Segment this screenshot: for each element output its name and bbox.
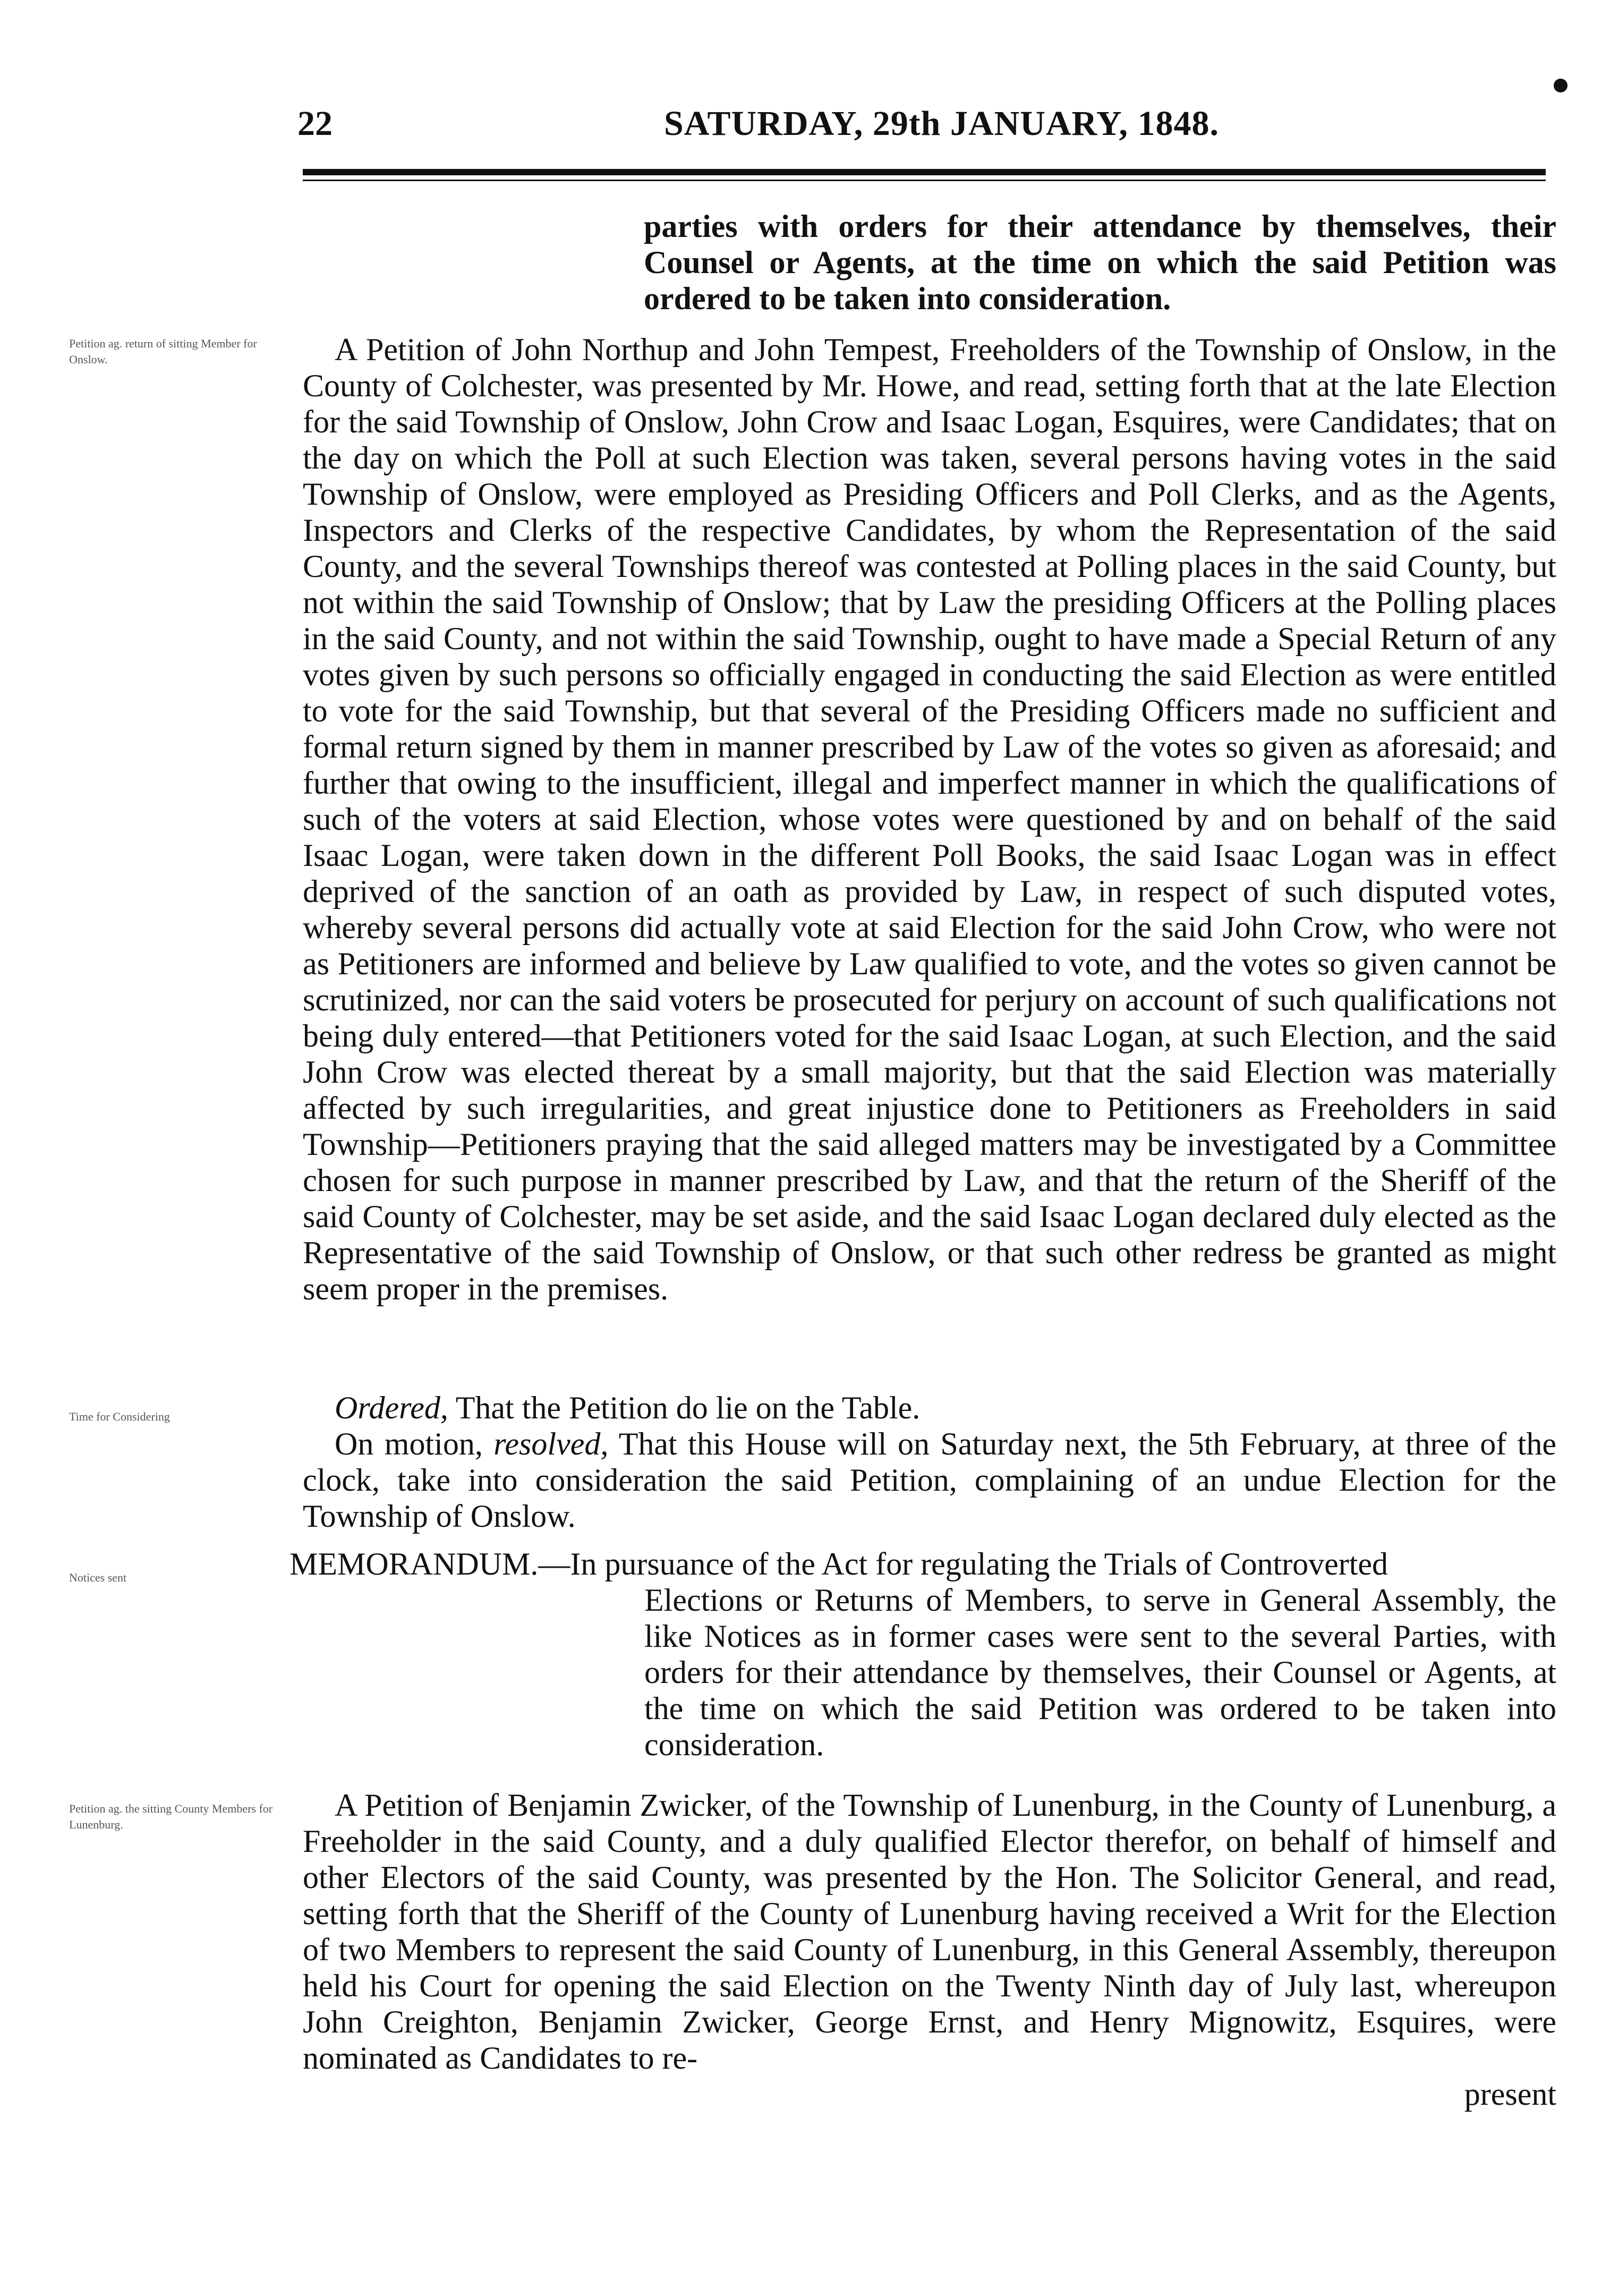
header-rule-thick [303,169,1546,175]
petition-onslow-paragraph: A Petition of John Northup and John Tempest, Freeholders of the Township of Onslow, in the County of Colchester, was presented by Mr. Howe, and read, setting forth that at the late Election for the said Township of Onslow, John Crow and Isaac Logan, Esquires, were Candidates; that on the day on which the Poll at such Election was taken, several persons having votes in the said Township of Onslow, were employed as Presiding Officers and Poll Clerks, and as the Agents, Inspectors and Clerks of the respective Candidates, by whom the Representation of the said County, and the several Townships thereof was contested at Polling places in the said County, but not within the said Township of Onslow; that by Law the presiding Officers at the Polling places in the said County, and not within the said Township, ought to have made a Special Return of any votes given by such persons so officially engaged in conducting the said Election as were entitled to vote for the said Township, but that several of the Presiding Officers made no sufficient and formal return signed by them in manner prescribed by Law of the votes so given as aforesaid; and further that owing to the insufficient, illegal and imperfect manner in which the qualifications of such of the voters at said Election, whose votes were questioned by and on behalf of the said Isaac Logan, were taken down in the different Poll Books, the said Isaac Logan was in effect deprived of the sanction of an oath as provided by Law, in respect of such disputed votes, whereby several persons did actually vote at said Election for the said John Crow, who were not as Petitioners are informed and believe by Law qualified to vote, and the votes so given cannot be scrutinized, nor can the said voters be prosecuted for perjury on account of such qualifications not being duly entered—that Petitioners voted for the said Isaac Logan, at such Election, and the said John Crow was elected thereat by a small majority, but that the said Election was materially affected by such irregularities, and great injustice done to Petitioners as Freeholders in said Township—Petitioners praying that the said alleged matters may be investigated by a Committee chosen for such purpose in manner prescribed by Law, and that the return of the Sheriff of the said County of Colchester, may be set aside, and the said Isaac Logan declared duly elected as the Representative of the said Township of Onslow, or that such other redress be granted as might seem proper in the premises. [303,332,1556,1306]
page-header [297,104,1551,162]
page-number: 22 [297,104,333,143]
petition-lunenburg-paragraph: A Petition of Benjamin Zwicker, of the Township of Lunenburg, in the County of Lunenburg, a Freeholder in the said County, and a duly qualified Elector therefor, on behalf of himself and other Electors of the said County, was presented by the Hon. The Solicitor General, and read, setting forth that the Sheriff of the County of Lunenburg having received a Writ for the Election of two Members to represent the said County of Lunenburg, in this General Assembly, thereupon held his Court for opening the said Election on the Twenty Ninth day of July last, whereupon John Creighton, Benjamin Zwicker, George Ernst, and Henry Mignowitz, Esquires, were nominated as Candidates to re- [303,1788,1556,2076]
margin-note-time-considering: Time for Considering [69,1410,170,1423]
ordered-label: Ordered, [335,1390,448,1425]
margin-note-petition-lunenburg: Petition ag. the sitting County Members for Lunenburg. [69,1802,273,1831]
motion-prefix: On motion, [335,1426,494,1461]
motion-resolved: resolved, [493,1426,609,1461]
memorandum-heading: MEMORANDUM. [289,1546,539,1581]
margin-note-petition-onslow: Petition ag. return of sitting Member for Onslow. [69,337,257,366]
ordered-paragraph [303,1390,1556,1426]
memorandum-first-text: —In pursuance of the Act for regulating the Trials of Controverted [538,1546,1388,1581]
memorandum-rest: Elections or Returns of Members, to serve in General Assembly, the like Notices as in former cases were sent to the several Parties, with orders for their attendance by themselves, their Counsel or Agents, at the time on which the said Petition was ordered to be taken into consideration. [644,1583,1556,1762]
motion-paragraph [303,1426,1556,1534]
petition-lunenburg-catchword: present [1464,2077,1556,2112]
margin-note-notices-sent: Notices sent [69,1571,127,1584]
ink-dot [1554,79,1568,92]
running-head: SATURDAY, 29th JANUARY, 1848. [664,104,1219,143]
ordered-text: That the Petition do lie on the Table. [448,1390,921,1425]
petition-lunenburg-block [303,1787,1556,2112]
motion-text: That this House will on Saturday next, the 5th February, at three of the clock, take into consideration the said Petition, complaining of an undue Election for the Township of Onslow. [303,1426,1556,1534]
continuation-paragraph: parties with orders for their attendance by themselves, their Counsel or Agents, at the time on which the said Petition was ordered to be taken into consideration. [644,209,1556,316]
memorandum-first-line [289,1546,1556,1582]
header-rule-thin [303,180,1546,181]
memorandum-block [289,1546,1556,1763]
